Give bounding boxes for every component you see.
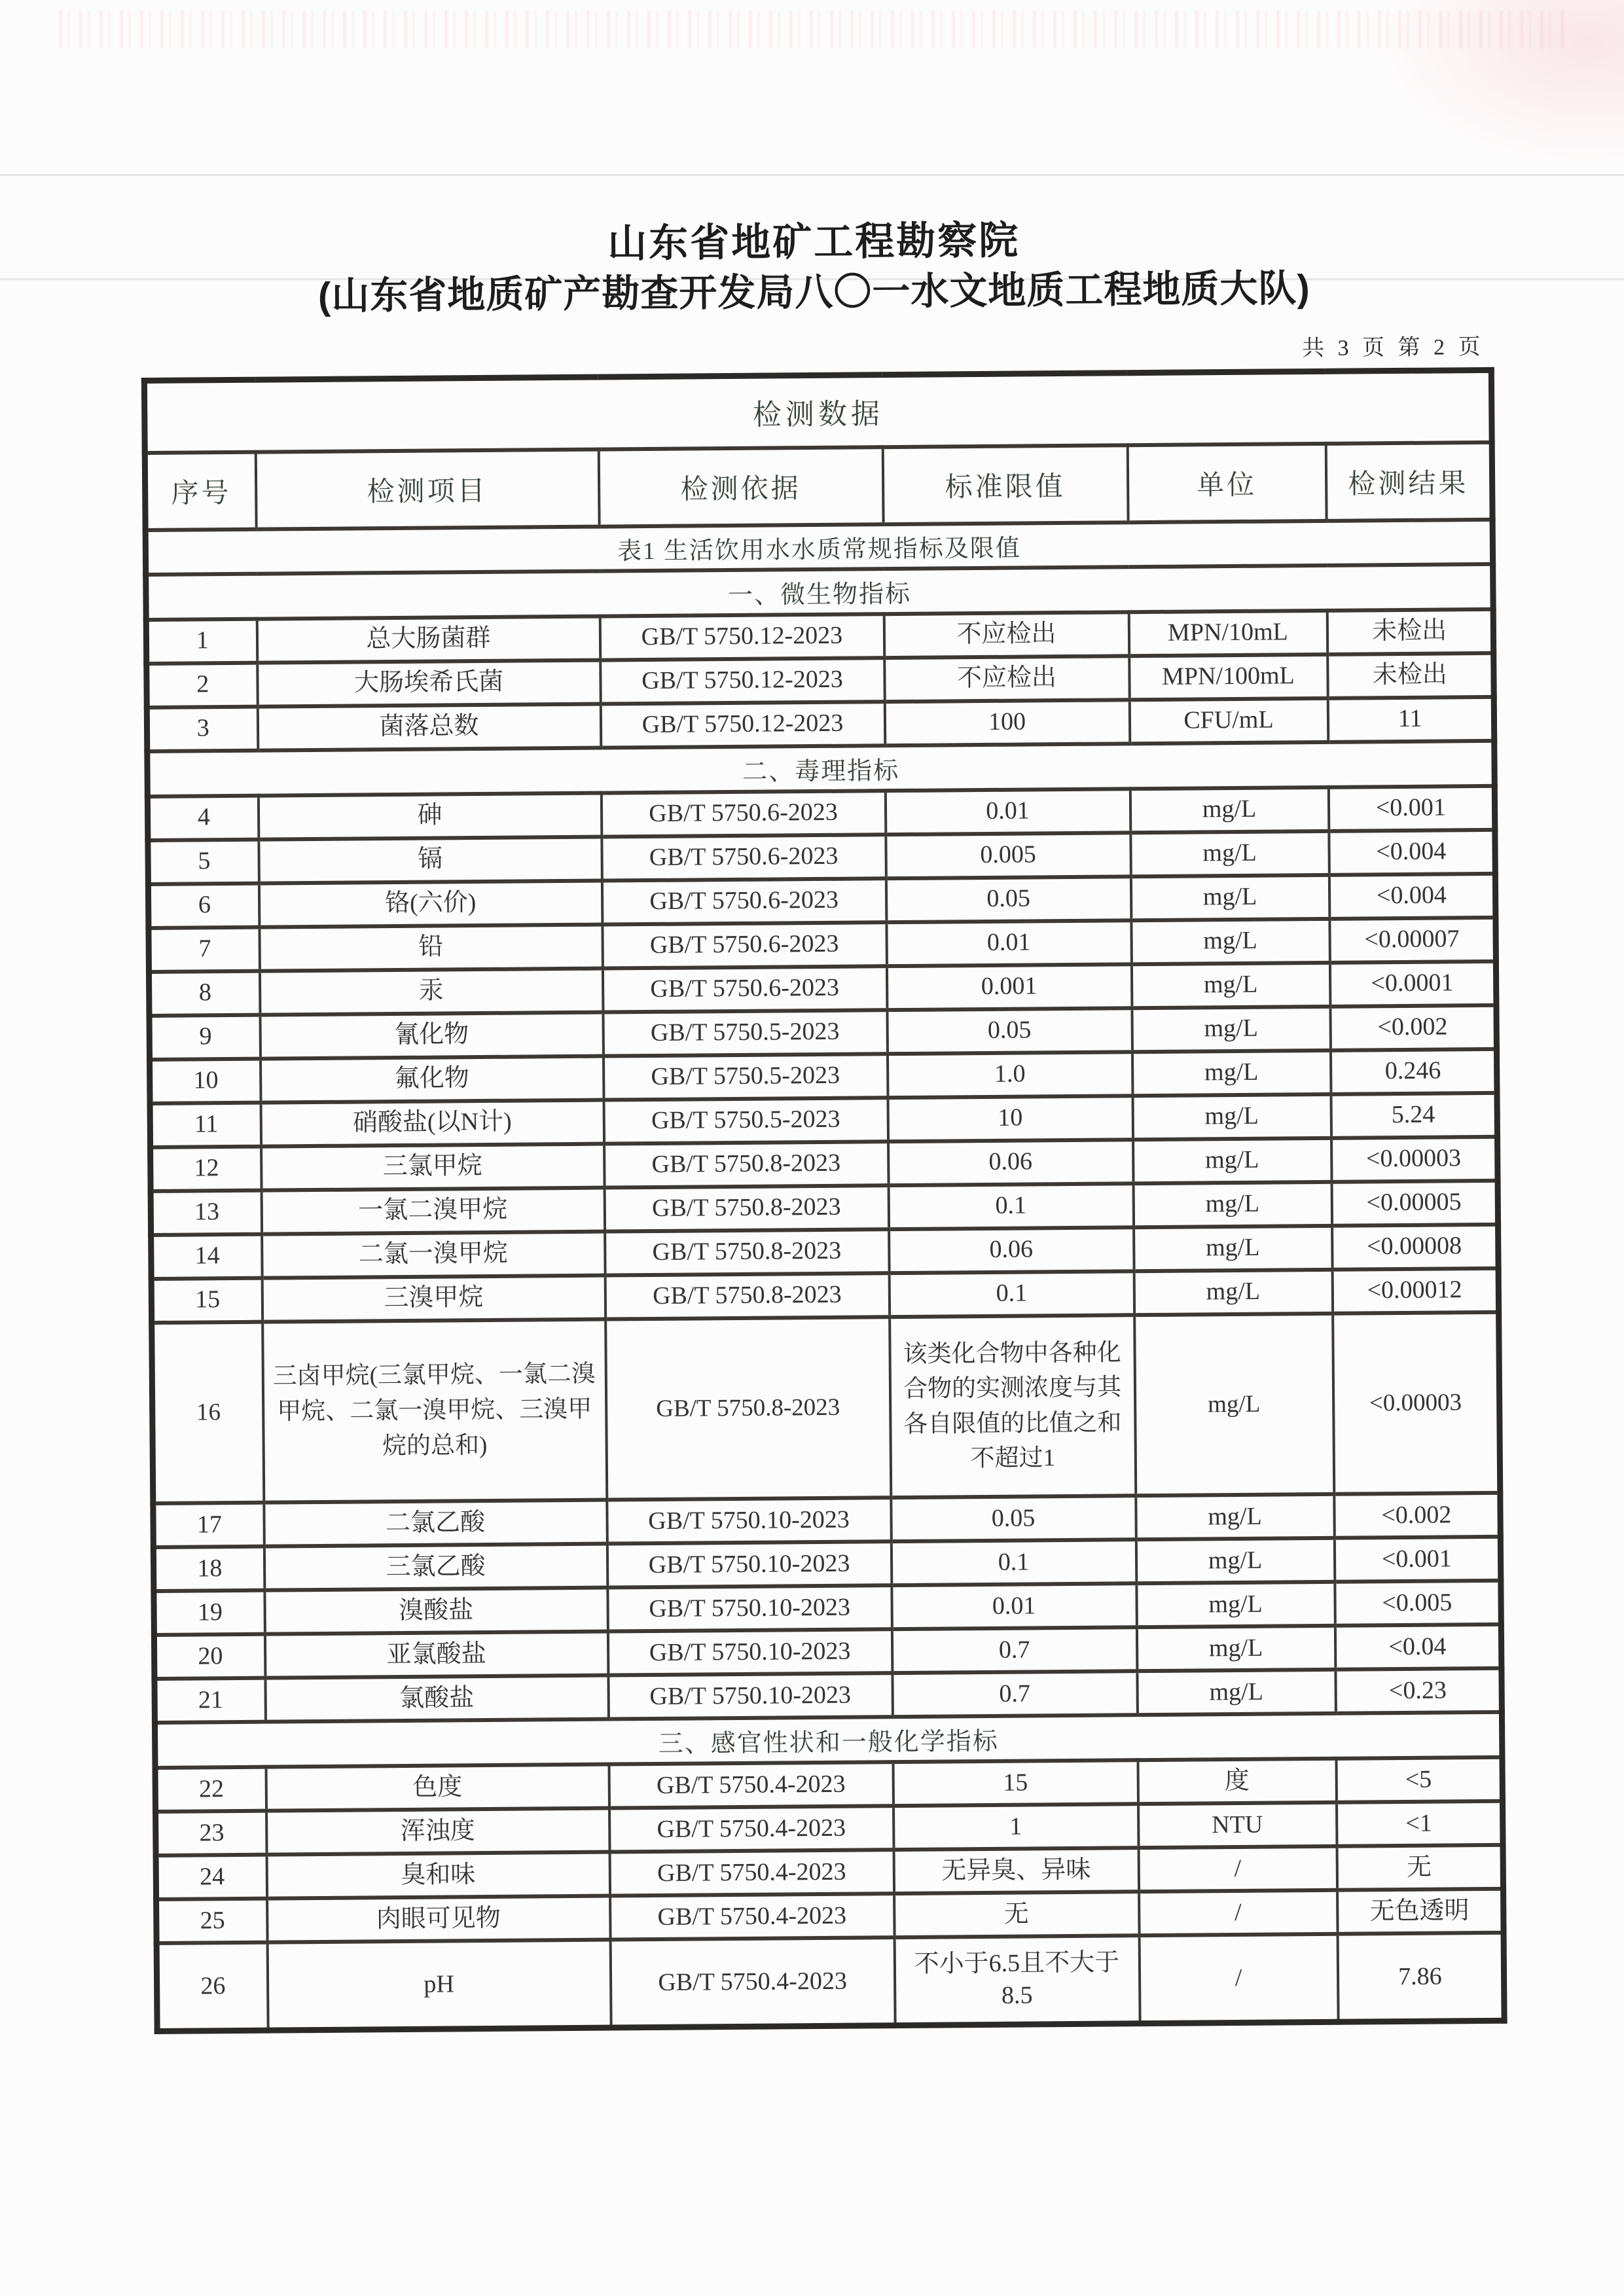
cell-limit: 0.005 [886,833,1131,878]
cell-unit: mg/L [1136,1494,1335,1539]
cell-method: GB/T 5750.4-2023 [609,1850,894,1895]
cell-method: GB/T 5750.8-2023 [604,1141,889,1187]
table-row [156,1933,1504,2031]
cell-item: 三氯甲烷 [261,1143,605,1190]
column-header-method: 检测依据 [598,447,883,526]
cell-no: 24 [156,1855,267,1899]
document-content [140,217,1502,2034]
cell-no: 11 [150,1102,261,1147]
cell-item: 菌落总数 [257,704,601,750]
cell-item: 总大肠菌群 [257,616,600,662]
cell-result: 0.246 [1330,1049,1497,1094]
cell-method: GB/T 5750.5-2023 [604,1098,888,1143]
cell-no: 18 [153,1547,264,1591]
cell-limit: 100 [884,700,1130,745]
page-number-info: 共 3 页 第 2 页 [1301,334,1485,361]
cell-result: 未检出 [1327,609,1494,654]
cell-no: 15 [151,1278,262,1322]
cell-limit: 0.05 [891,1496,1136,1541]
cell-unit: mg/L [1133,1181,1332,1227]
cell-method: GB/T 5750.4-2023 [609,1806,894,1852]
cell-method: GB/T 5750.12-2023 [600,702,885,747]
cell-result: <0.005 [1335,1581,1502,1626]
cell-method: GB/T 5750.8-2023 [604,1185,889,1231]
cell-result: <0.004 [1329,873,1496,918]
table-title: 检测数据 [144,370,1492,452]
cell-result: <0.001 [1328,785,1495,831]
cell-unit: mg/L [1130,831,1329,876]
cell-method: GB/T 5750.6-2023 [602,922,887,968]
cell-limit: 0.7 [892,1627,1137,1673]
cell-no: 9 [149,1014,261,1059]
cell-item: 臭和味 [266,1852,610,1899]
cell-result: 7.86 [1337,1933,1504,2022]
cell-item: 肉眼可见物 [267,1896,611,1943]
cell-method: GB/T 5750.4-2023 [610,1937,895,2028]
cell-no: 26 [156,1943,268,2032]
cell-item: 溴酸盐 [264,1588,608,1634]
cell-item: 二氯一溴甲烷 [262,1231,605,1278]
cell-result: 无色透明 [1337,1889,1504,1934]
cell-result: <0.00008 [1332,1224,1499,1269]
cell-unit: / [1139,1934,1338,2024]
cell-no: 20 [154,1634,265,1679]
cell-result: <0.00007 [1329,917,1496,962]
cell-no: 8 [149,971,260,1015]
cell-result: <0.002 [1330,1005,1497,1050]
table-body [145,519,1504,2031]
cell-unit: MPN/100mL [1129,654,1328,699]
scan-pink-smudge [1382,0,1624,164]
cell-unit: mg/L [1136,1626,1335,1671]
cell-method: GB/T 5750.10-2023 [607,1585,892,1631]
cell-limit: 无异臭、异味 [893,1848,1139,1893]
cell-limit: 不小于6.5且不大于8.5 [894,1935,1140,2025]
cell-limit: 0.001 [886,964,1132,1010]
cell-result: <0.001 [1334,1537,1501,1582]
cell-method: GB/T 5750.8-2023 [605,1317,891,1500]
table-row [152,1312,1500,1503]
cell-item: 色度 [266,1765,609,1811]
cell-limit: 0.06 [889,1227,1134,1273]
cell-method: GB/T 5750.6-2023 [602,834,886,880]
cell-result: <0.0001 [1329,961,1496,1006]
cell-unit: mg/L [1134,1225,1333,1270]
cell-no: 19 [154,1590,265,1635]
cell-no: 21 [154,1678,266,1723]
cell-unit: MPN/10mL [1128,610,1327,655]
cell-unit: mg/L [1134,1269,1333,1314]
cell-unit: mg/L [1130,874,1329,920]
cell-method: GB/T 5750.5-2023 [603,1010,888,1056]
cell-no: 3 [147,706,258,751]
cell-unit: / [1138,1846,1337,1892]
cell-no: 1 [146,619,257,663]
cell-item: 氯酸盐 [265,1676,609,1722]
cell-unit: mg/L [1136,1582,1335,1627]
cell-limit: 1 [893,1804,1139,1850]
column-header-no: 序号 [145,452,256,529]
cell-method: GB/T 5750.10-2023 [607,1498,892,1543]
cell-limit: 0.05 [887,1008,1132,1054]
cell-no: 22 [155,1767,266,1812]
column-header-limit: 标准限值 [882,445,1128,524]
cell-no: 7 [149,927,260,971]
section-label: 二、毒理指标 [147,740,1495,796]
cell-limit: 1.0 [887,1052,1132,1098]
cell-limit: 0.1 [891,1539,1136,1585]
cell-unit: mg/L [1131,918,1330,963]
cell-method: GB/T 5750.6-2023 [602,966,887,1012]
cell-method: GB/T 5750.10-2023 [607,1541,892,1587]
cell-method: GB/T 5750.8-2023 [605,1273,890,1319]
cell-limit: 无 [894,1892,1140,1937]
cell-item: 砷 [258,793,602,839]
cell-item: 浑浊度 [266,1808,610,1855]
cell-unit: mg/L [1132,1006,1331,1051]
cell-result: 11 [1327,696,1494,742]
cell-result: <0.002 [1334,1493,1501,1538]
cell-item: 三氯乙酸 [264,1544,607,1590]
cell-item: 亚氯酸盐 [264,1632,608,1678]
cell-unit: mg/L [1132,1094,1331,1139]
cell-limit: 15 [893,1760,1138,1806]
cell-item: 汞 [259,968,603,1014]
organization-title: 山东省地矿工程勘察院 [607,218,1020,266]
cell-result: <0.00003 [1333,1312,1500,1494]
cell-limit: 不应检出 [884,656,1130,702]
cell-item: 铬(六价) [259,880,602,927]
cell-unit: mg/L [1137,1670,1336,1715]
test-data-table [141,367,1507,2034]
cell-limit: 不应检出 [884,612,1129,658]
cell-no: 25 [156,1899,268,1943]
cell-no: 16 [152,1321,264,1503]
cell-method: GB/T 5750.4-2023 [610,1893,895,1939]
cell-method: GB/T 5750.10-2023 [608,1673,893,1719]
cell-unit: CFU/mL [1129,698,1328,743]
cell-method: GB/T 5750.4-2023 [609,1762,893,1808]
cell-result: 未检出 [1327,653,1494,698]
cell-unit: mg/L [1132,1050,1331,1095]
cell-no: 4 [147,795,259,840]
cell-unit: / [1139,1890,1338,1935]
cell-limit: 该类化合物中各种化合物的实测浓度与其各自限值的比值之和不超过1 [890,1315,1136,1498]
cell-item: 大肠埃希氏菌 [257,660,601,706]
cell-method: GB/T 5750.10-2023 [607,1629,892,1675]
cell-limit: 0.7 [892,1671,1138,1717]
cell-limit: 0.01 [892,1583,1137,1629]
section-label: 一、微生物指标 [146,564,1494,619]
organization-subtitle: (山东省地质矿产勘查开发局八〇一水文地质工程地质大队) [317,267,1310,317]
cell-method: GB/T 5750.6-2023 [602,878,886,924]
cell-result: <0.23 [1335,1668,1502,1713]
cell-no: 6 [148,883,259,927]
cell-no: 17 [153,1503,264,1547]
cell-result: <5 [1336,1757,1503,1803]
cell-unit: mg/L [1134,1313,1334,1496]
cell-method: GB/T 5750.8-2023 [605,1229,890,1275]
cell-no: 2 [147,662,258,707]
cell-method: GB/T 5750.5-2023 [603,1054,888,1100]
cell-unit: 度 [1138,1759,1337,1804]
cell-item: 硝酸盐(以N计) [261,1100,604,1146]
scan-bleed-artifact [59,10,1564,48]
cell-no: 12 [151,1146,262,1191]
cell-result: 无 [1337,1845,1504,1890]
cell-method: GB/T 5750.6-2023 [601,791,886,836]
cell-result: <0.00005 [1331,1180,1498,1225]
section-label: 三、感官性状和一般化学指标 [154,1712,1502,1768]
cell-item: 二氯乙酸 [264,1500,607,1547]
cell-item: 氟化物 [261,1056,604,1102]
cell-limit: 0.1 [888,1183,1134,1229]
scan-fold-line [0,174,1624,176]
column-header-result: 检测结果 [1326,442,1492,520]
cell-unit: NTU [1138,1803,1337,1848]
table-title-row [144,370,1492,452]
cell-limit: 0.01 [885,789,1130,834]
cell-unit: mg/L [1130,787,1329,832]
cell-no: 14 [151,1234,262,1278]
cell-method: GB/T 5750.12-2023 [600,658,885,704]
section-label: 表1 生活饮用水水质常规指标及限值 [145,519,1493,574]
cell-item: 三卤甲烷(三氯甲烷、一氯二溴甲烷、二氯一溴甲烷、三溴甲烷的总和) [262,1319,607,1503]
cell-method: GB/T 5750.12-2023 [600,614,884,660]
cell-item: 氰化物 [260,1012,604,1058]
cell-item: pH [267,1940,611,2030]
column-header-item: 检测项目 [255,449,599,529]
cell-limit: 10 [888,1096,1133,1141]
cell-unit: mg/L [1133,1138,1332,1183]
cell-item: 三溴甲烷 [262,1275,605,1321]
cell-result: <0.004 [1329,829,1496,874]
cell-limit: 0.05 [886,876,1131,922]
cell-unit: mg/L [1131,962,1330,1007]
cell-limit: 0.01 [886,920,1132,966]
cell-no: 23 [156,1811,267,1856]
cell-item: 一氯二溴甲烷 [261,1187,605,1234]
cell-result: <0.04 [1335,1624,1502,1670]
cell-item: 镉 [259,836,602,883]
cell-no: 13 [151,1190,262,1234]
cell-result: <1 [1336,1801,1503,1846]
cell-unit: mg/L [1136,1538,1335,1583]
cell-result: 5.24 [1331,1092,1498,1138]
cell-no: 10 [150,1058,261,1103]
cell-limit: 0.06 [888,1139,1134,1185]
cell-result: <0.00003 [1331,1136,1498,1181]
cell-limit: 0.1 [889,1271,1134,1317]
cell-no: 5 [148,839,259,884]
cell-item: 铅 [259,924,603,971]
cell-result: <0.00012 [1332,1268,1499,1313]
table-header-row [145,442,1492,529]
column-header-unit: 单位 [1127,443,1326,522]
